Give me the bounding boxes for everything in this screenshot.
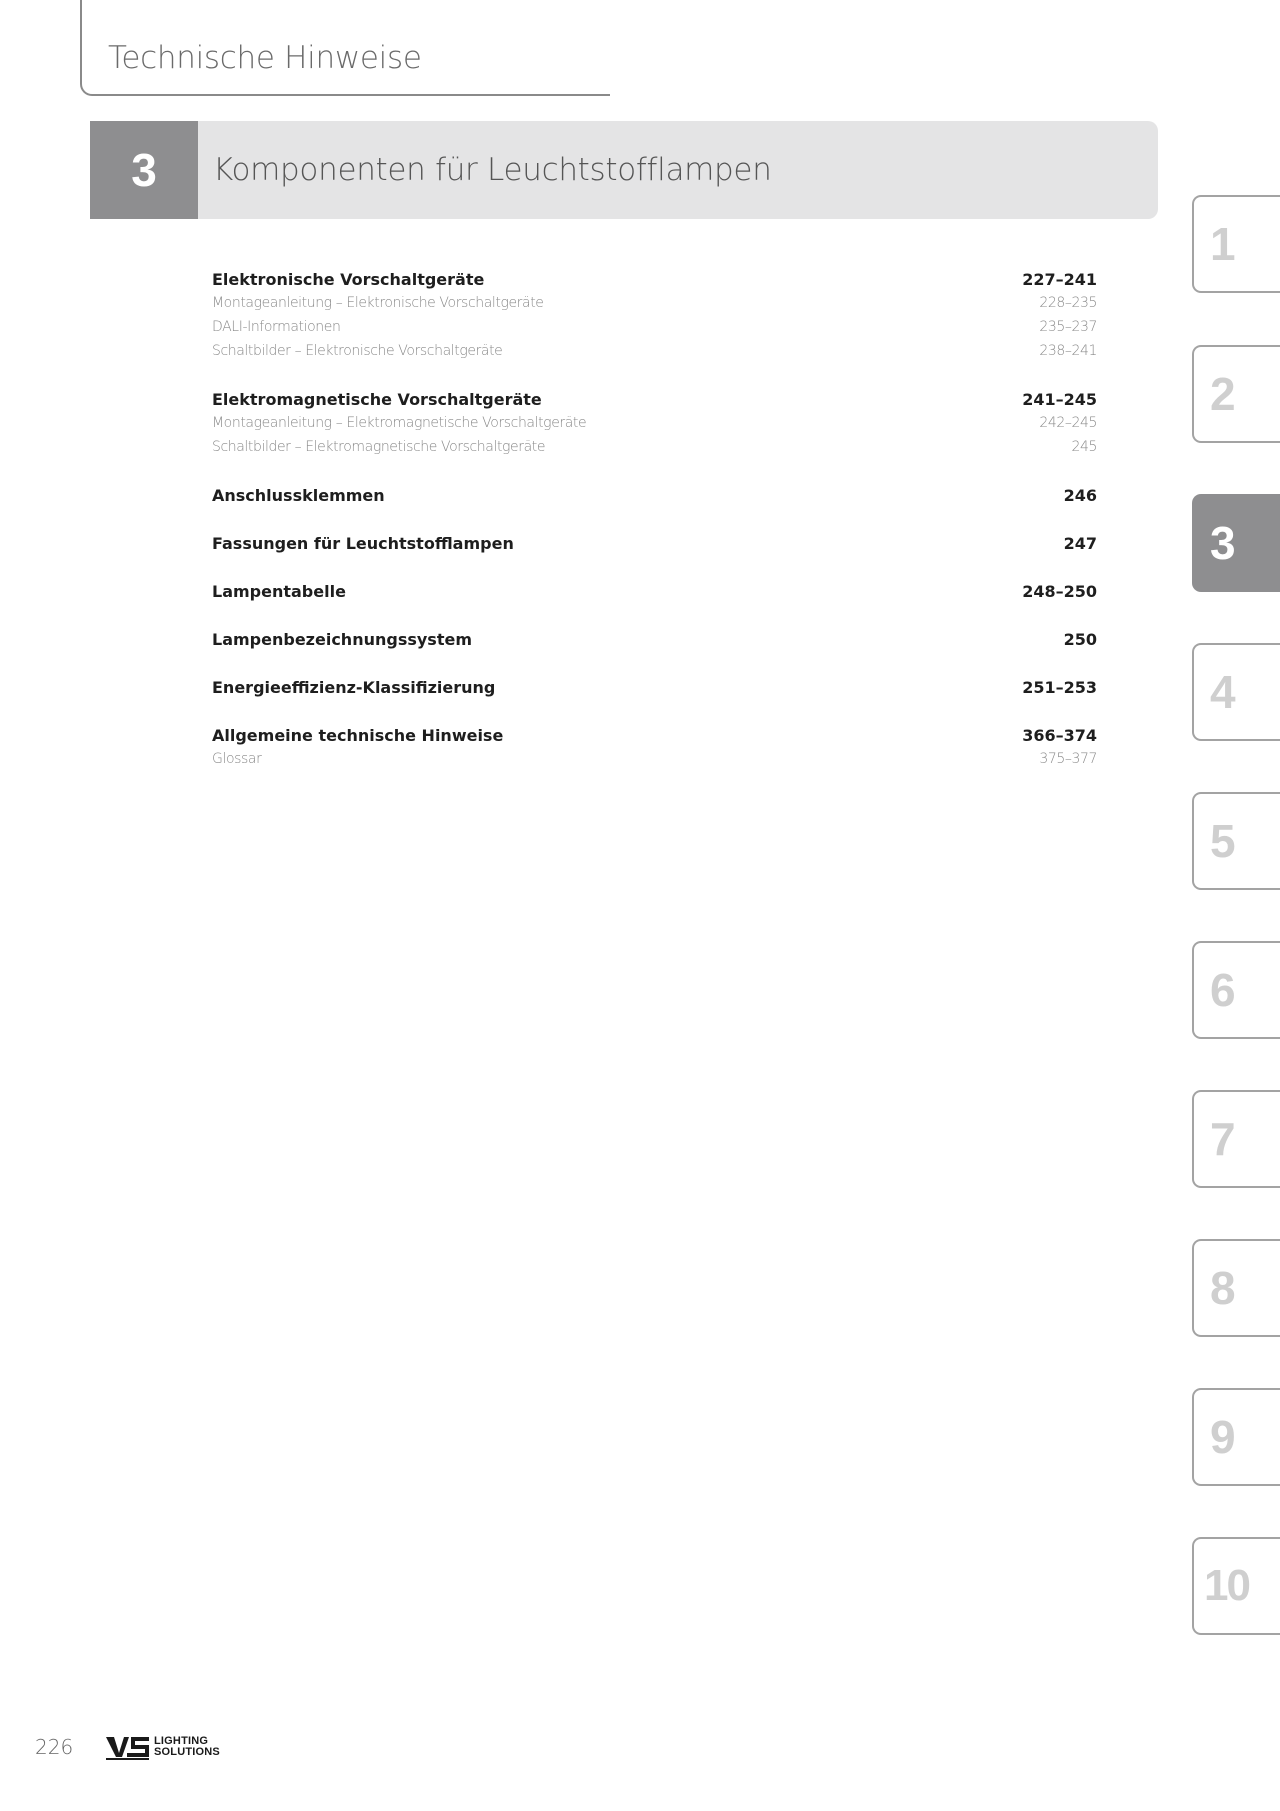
toc-subentry[interactable]: [212, 747, 1097, 771]
chapter-tabs: [1192, 0, 1280, 1811]
toc-entry-pages: 366–374: [1022, 726, 1097, 745]
toc-entry[interactable]: [212, 628, 1097, 651]
chapter-tab-2[interactable]: 2: [1192, 345, 1280, 443]
toc-subentry[interactable]: [212, 435, 1097, 459]
toc-entry-pages: 246: [1063, 486, 1097, 505]
chapter-tab-1[interactable]: 1: [1192, 195, 1280, 293]
toc-entry-title: Fassungen für Leuchtstofflampen: [212, 534, 514, 553]
toc-group: [212, 484, 1097, 507]
toc-entry-pages: 241–245: [1022, 390, 1097, 409]
toc-entry[interactable]: [212, 268, 1097, 291]
toc-group: [212, 268, 1097, 363]
toc-subentry-pages: 242–245: [1039, 415, 1097, 431]
chapter-tab-5[interactable]: 5: [1192, 792, 1280, 890]
toc-entry-title: Allgemeine technische Hinweise: [212, 726, 504, 745]
toc-entry-title: Lampentabelle: [212, 582, 346, 601]
toc-entry-pages: 250: [1063, 630, 1097, 649]
chapter-tab-4[interactable]: 4: [1192, 643, 1280, 741]
toc-group: [212, 724, 1097, 771]
chapter-title: Komponenten für Leuchtstofflampen: [213, 152, 772, 188]
toc-subentry-pages: 375–377: [1039, 751, 1097, 767]
toc-subentry-title: Schaltbilder – Elektronische Vorschaltgeräte: [212, 343, 503, 359]
toc-subentry-pages: 228–235: [1039, 295, 1097, 311]
toc-subentry-pages: 238–241: [1039, 343, 1097, 359]
chapter-tab-10[interactable]: 10: [1192, 1537, 1280, 1635]
table-of-contents: [212, 268, 1097, 796]
chapter-tab-3[interactable]: 3: [1192, 494, 1280, 592]
toc-group: [212, 628, 1097, 651]
chapter-tab-9[interactable]: 9: [1192, 1388, 1280, 1486]
logo-text: [154, 1736, 220, 1758]
toc-subentry[interactable]: [212, 339, 1097, 363]
logo-line-1: LIGHTING: [154, 1735, 209, 1747]
toc-subentry-pages: 245: [1071, 439, 1097, 455]
chapter-number: 3: [90, 121, 198, 219]
section-header: [80, 0, 610, 96]
toc-subentry-title: Schaltbilder – Elektromagnetische Vorschaltgeräte: [212, 439, 546, 455]
vs-logo-icon: [105, 1733, 151, 1761]
brand-logo: [105, 1733, 220, 1761]
chapter-tab-6[interactable]: 6: [1192, 941, 1280, 1039]
chapter-tab-8[interactable]: 8: [1192, 1239, 1280, 1337]
section-title: Technische Hinweise: [108, 40, 422, 76]
page-number: 226: [35, 1735, 74, 1759]
toc-entry[interactable]: [212, 532, 1097, 555]
toc-entry-title: Lampenbezeichnungssystem: [212, 630, 472, 649]
toc-entry-title: Elektromagnetische Vorschaltgeräte: [212, 390, 542, 409]
toc-entry[interactable]: [212, 724, 1097, 747]
toc-subentry-title: DALI-Informationen: [212, 319, 341, 335]
chapter-header: [90, 121, 1158, 219]
toc-subentry-title: Montageanleitung – Elektronische Vorschaltgeräte: [212, 295, 544, 311]
toc-subentry-title: Montageanleitung – Elektromagnetische Vorschaltgeräte: [212, 415, 587, 431]
toc-subentry-title: Glossar: [212, 751, 262, 767]
toc-entry-pages: 247: [1063, 534, 1097, 553]
toc-group: [212, 676, 1097, 699]
toc-entry[interactable]: [212, 388, 1097, 411]
toc-entry-pages: 251–253: [1022, 678, 1097, 697]
chapter-tab-7[interactable]: 7: [1192, 1090, 1280, 1188]
toc-entry-title: Energieeffizienz-Klassifizierung: [212, 678, 496, 697]
toc-subentry-pages: 235–237: [1039, 319, 1097, 335]
toc-group: [212, 388, 1097, 459]
toc-entry[interactable]: [212, 484, 1097, 507]
toc-entry[interactable]: [212, 580, 1097, 603]
toc-entry-title: Elektronische Vorschaltgeräte: [212, 270, 485, 289]
logo-line-2: SOLUTIONS: [154, 1746, 220, 1758]
toc-subentry[interactable]: [212, 291, 1097, 315]
toc-entry-pages: 227–241: [1022, 270, 1097, 289]
toc-entry[interactable]: [212, 676, 1097, 699]
toc-group: [212, 532, 1097, 555]
toc-subentry[interactable]: [212, 411, 1097, 435]
toc-entry-pages: 248–250: [1022, 582, 1097, 601]
toc-entry-title: Anschlussklemmen: [212, 486, 385, 505]
toc-group: [212, 580, 1097, 603]
toc-subentry[interactable]: [212, 315, 1097, 339]
